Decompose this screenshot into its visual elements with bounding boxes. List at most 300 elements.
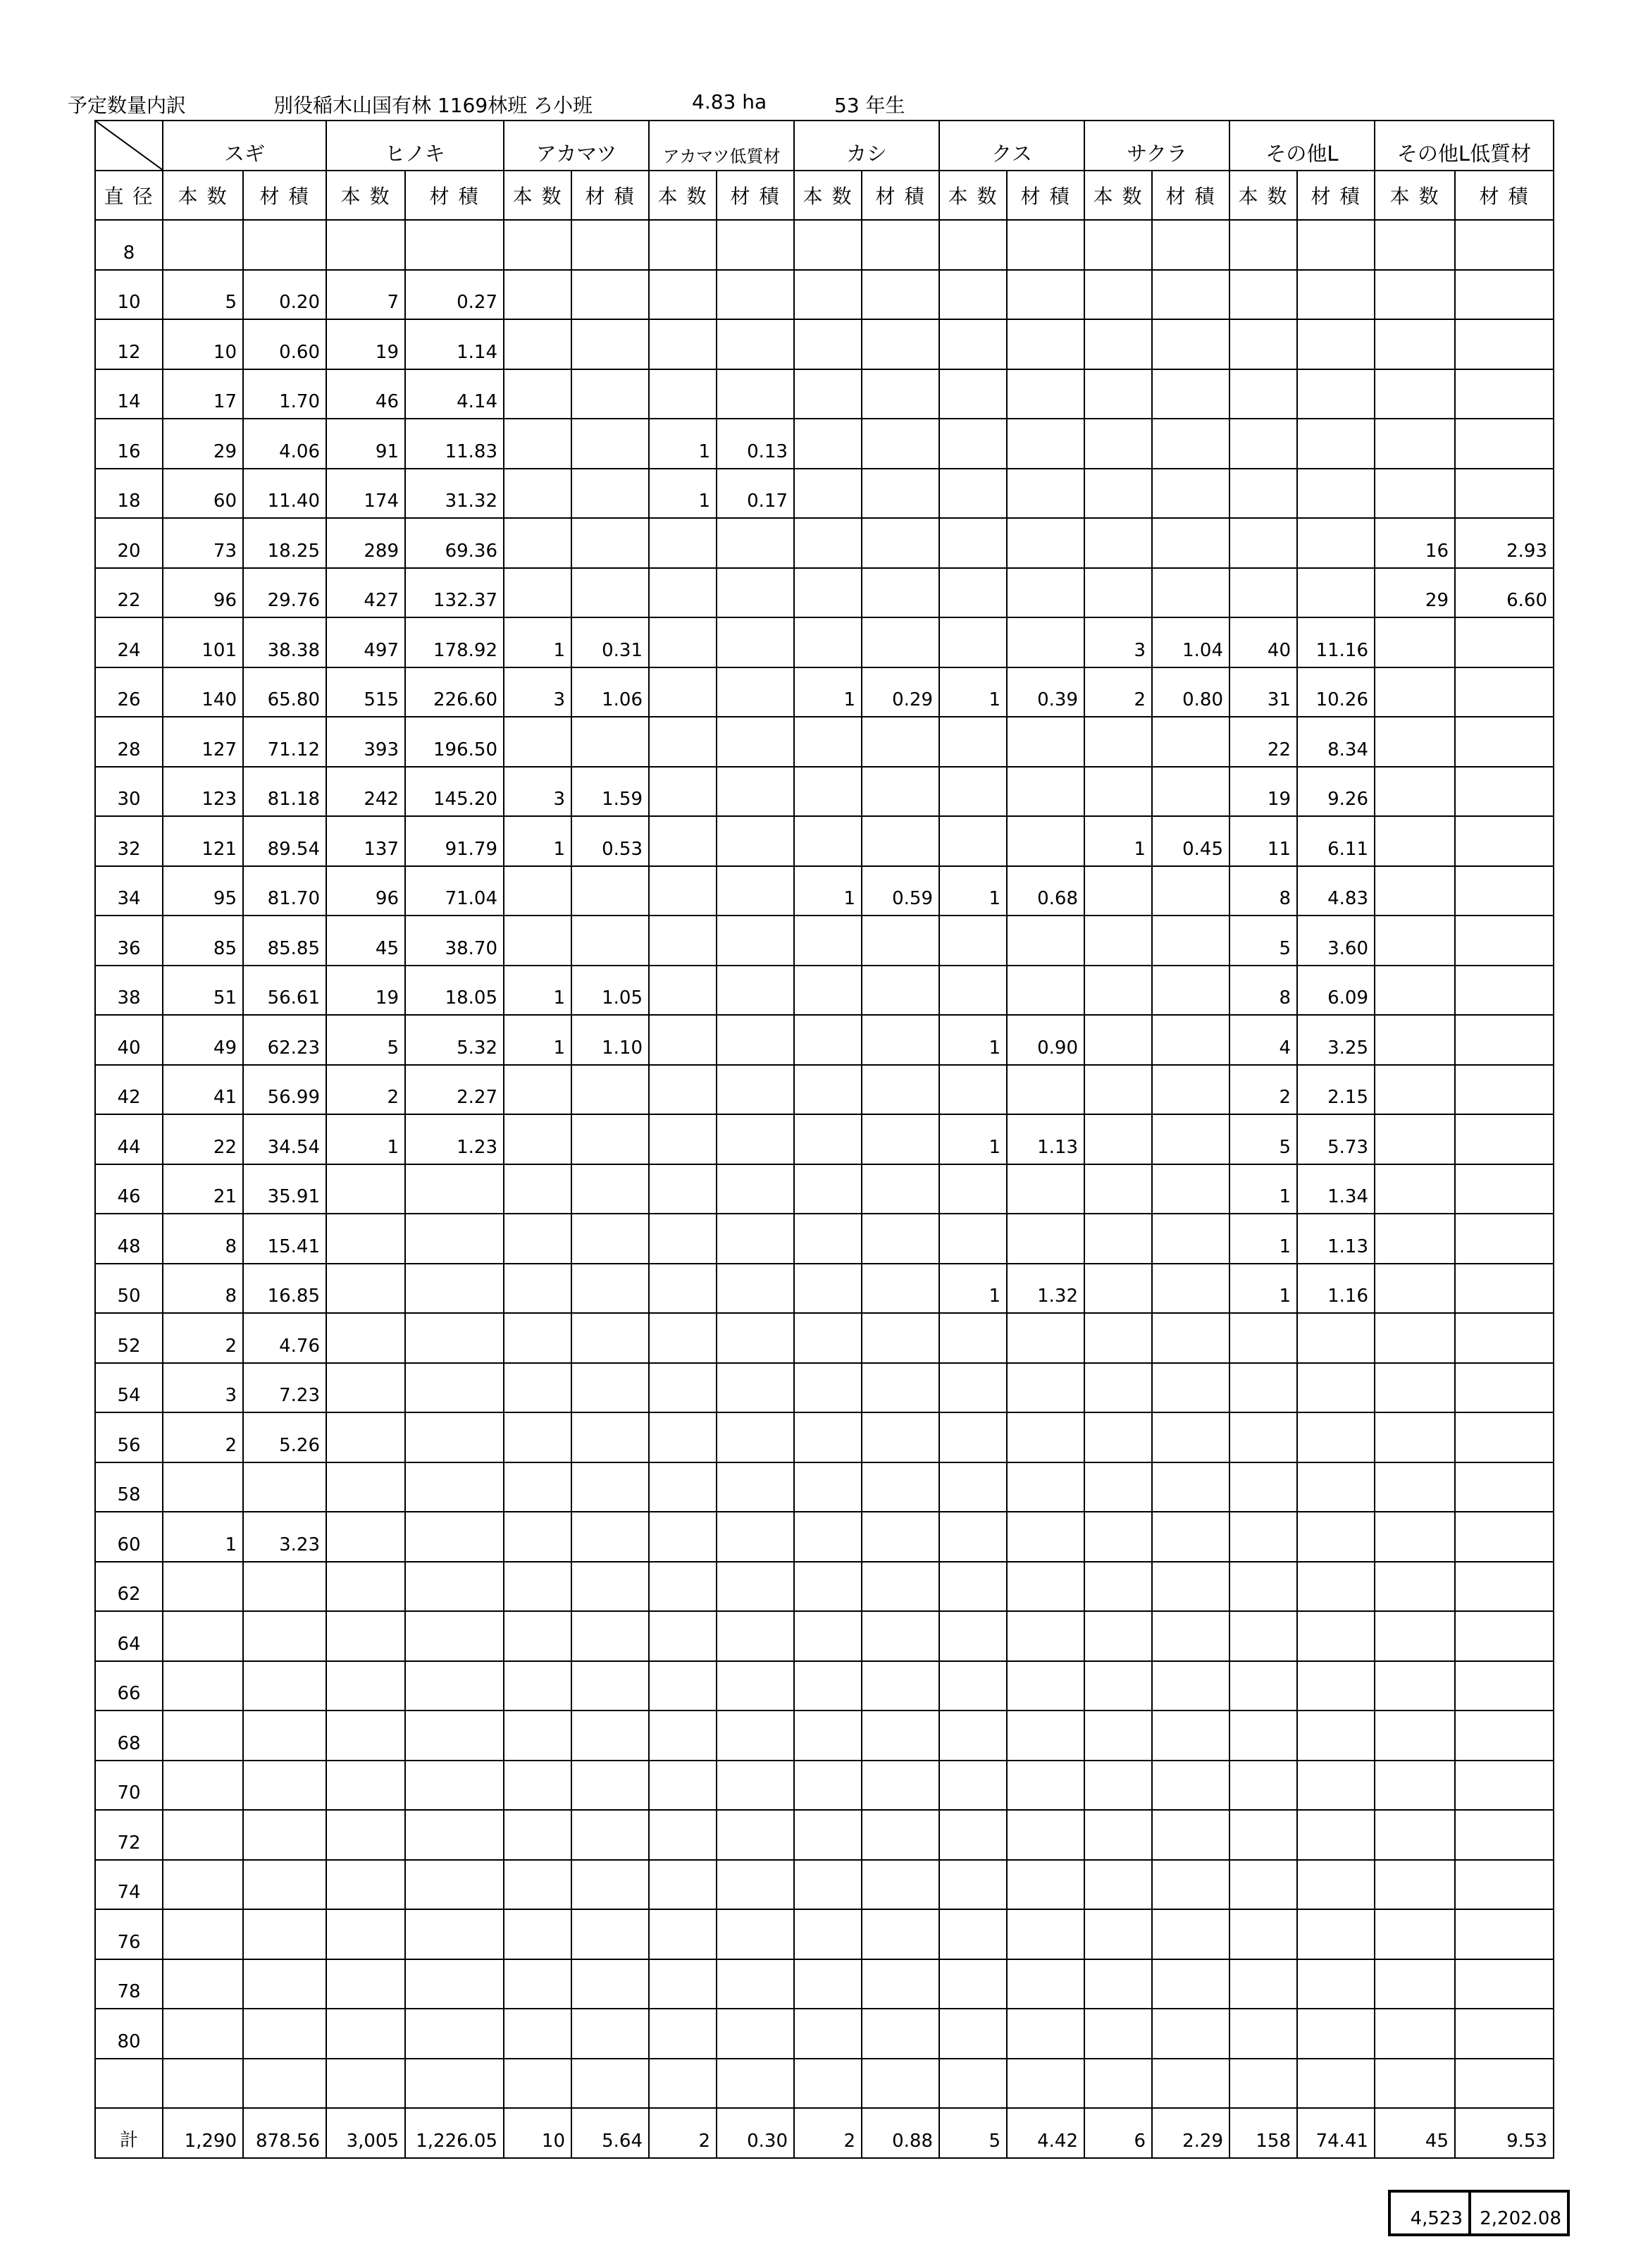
volume-cell xyxy=(1007,1363,1084,1413)
count-cell xyxy=(649,1164,717,1214)
volume-header: 材 積 xyxy=(1152,171,1229,221)
volume-cell xyxy=(1152,1761,1229,1811)
count-cell xyxy=(1084,1264,1152,1314)
count-cell: 3 xyxy=(504,667,571,717)
volume-cell: 6.09 xyxy=(1297,966,1375,1016)
volume-cell xyxy=(1152,2009,1229,2059)
count-cell xyxy=(163,1909,243,1959)
count-cell: 127 xyxy=(163,717,243,767)
volume-cell xyxy=(717,1015,794,1065)
count-cell xyxy=(939,369,1007,419)
table-row xyxy=(95,1661,1554,1711)
volume-cell: 1.05 xyxy=(571,966,649,1016)
volume-cell: 16.85 xyxy=(243,1264,326,1314)
volume-cell: 0.27 xyxy=(405,270,504,320)
volume-cell xyxy=(862,1015,939,1065)
diameter-cell: 56 xyxy=(95,1412,163,1462)
volume-cell xyxy=(1455,866,1554,916)
total-count-cell: 10 xyxy=(504,2108,571,2158)
diameter-cell: 8 xyxy=(95,220,163,270)
volume-cell xyxy=(571,866,649,916)
volume-cell xyxy=(717,1065,794,1115)
count-cell xyxy=(1375,1512,1455,1562)
total-count-cell: 6 xyxy=(1084,2108,1152,2158)
count-cell xyxy=(504,1611,571,1661)
count-cell xyxy=(1084,369,1152,419)
count-cell xyxy=(1375,1661,1455,1711)
count-cell xyxy=(939,1909,1007,1959)
count-cell: 73 xyxy=(163,518,243,568)
spacer-cell xyxy=(1375,2059,1455,2109)
header-area: 4.83 ha xyxy=(692,90,767,113)
spacer-cell xyxy=(163,2059,243,2109)
count-cell: 393 xyxy=(326,717,405,767)
count-cell xyxy=(649,1661,717,1711)
count-cell xyxy=(1229,1611,1297,1661)
volume-cell xyxy=(571,1661,649,1711)
diameter-cell: 76 xyxy=(95,1909,163,1959)
count-cell xyxy=(504,419,571,469)
volume-cell: 15.41 xyxy=(243,1214,326,1264)
volume-cell xyxy=(405,1462,504,1512)
volume-cell xyxy=(405,1412,504,1462)
count-cell xyxy=(794,568,862,618)
count-cell: 29 xyxy=(1375,568,1455,618)
volume-cell xyxy=(571,1214,649,1264)
header-location: 別役稲木山国有林 1169林班 ろ小班 xyxy=(273,94,593,117)
count-cell: 5 xyxy=(1229,916,1297,966)
volume-cell xyxy=(717,767,794,817)
count-cell xyxy=(1229,2009,1297,2059)
volume-cell: 38.38 xyxy=(243,617,326,667)
table-row xyxy=(95,1860,1554,1910)
count-header: 本 数 xyxy=(939,171,1007,221)
volume-cell xyxy=(571,916,649,966)
volume-cell: 71.12 xyxy=(243,717,326,767)
volume-cell xyxy=(1152,1214,1229,1264)
count-cell xyxy=(1375,1562,1455,1612)
count-cell: 1 xyxy=(1229,1214,1297,1264)
volume-header: 材 積 xyxy=(1297,171,1375,221)
count-cell: 1 xyxy=(939,667,1007,717)
spacer-cell xyxy=(1152,2059,1229,2109)
volume-cell xyxy=(1007,1860,1084,1910)
volume-cell xyxy=(405,1512,504,1562)
diameter-cell: 38 xyxy=(95,966,163,1016)
volume-cell: 11.83 xyxy=(405,419,504,469)
grand-total-volume: 2,202.08 xyxy=(1470,2191,1568,2235)
diameter-cell: 12 xyxy=(95,319,163,369)
volume-cell xyxy=(1152,966,1229,1016)
count-cell xyxy=(1229,1412,1297,1462)
volume-cell: 9.26 xyxy=(1297,767,1375,817)
volume-cell xyxy=(717,270,794,320)
count-cell xyxy=(794,1363,862,1413)
volume-cell: 3.60 xyxy=(1297,916,1375,966)
total-volume-cell: 0.30 xyxy=(717,2108,794,2158)
count-cell xyxy=(649,1761,717,1811)
volume-cell xyxy=(571,1114,649,1164)
count-cell xyxy=(939,1412,1007,1462)
count-cell xyxy=(504,1512,571,1562)
volume-cell xyxy=(243,2009,326,2059)
count-cell: 1 xyxy=(326,1114,405,1164)
volume-cell xyxy=(862,1761,939,1811)
diameter-cell: 36 xyxy=(95,916,163,966)
volume-cell: 1.14 xyxy=(405,319,504,369)
count-cell xyxy=(1084,1810,1152,1860)
volume-cell xyxy=(862,220,939,270)
count-cell: 497 xyxy=(326,617,405,667)
count-header: 本 数 xyxy=(649,171,717,221)
count-cell xyxy=(939,717,1007,767)
grand-total-box xyxy=(1388,2190,1570,2236)
volume-cell xyxy=(1455,1065,1554,1115)
count-cell xyxy=(649,1264,717,1314)
count-cell xyxy=(649,369,717,419)
volume-cell xyxy=(1455,270,1554,320)
count-cell xyxy=(163,1462,243,1512)
volume-cell: 18.05 xyxy=(405,966,504,1016)
count-cell xyxy=(1375,1065,1455,1115)
spacer-cell xyxy=(862,2059,939,2109)
volume-cell xyxy=(1152,866,1229,916)
volume-cell xyxy=(717,369,794,419)
volume-cell xyxy=(1007,767,1084,817)
document-header xyxy=(68,90,1547,121)
count-cell xyxy=(649,518,717,568)
volume-cell xyxy=(1297,1860,1375,1910)
volume-cell: 18.25 xyxy=(243,518,326,568)
count-cell xyxy=(649,667,717,717)
volume-cell xyxy=(571,1363,649,1413)
volume-cell xyxy=(571,270,649,320)
volume-cell xyxy=(1455,1860,1554,1910)
volume-cell xyxy=(571,1909,649,1959)
count-cell xyxy=(1084,767,1152,817)
count-cell xyxy=(794,816,862,866)
volume-cell xyxy=(571,319,649,369)
count-cell xyxy=(649,270,717,320)
volume-cell xyxy=(1007,1562,1084,1612)
count-header: 本 数 xyxy=(1375,171,1455,221)
count-cell xyxy=(649,1711,717,1761)
count-cell xyxy=(1375,1264,1455,1314)
volume-cell: 0.53 xyxy=(571,816,649,866)
volume-cell xyxy=(571,419,649,469)
count-cell: 91 xyxy=(326,419,405,469)
count-cell xyxy=(1375,1462,1455,1512)
count-cell xyxy=(326,1711,405,1761)
volume-header: 材 積 xyxy=(1007,171,1084,221)
volume-cell xyxy=(717,1512,794,1562)
volume-cell xyxy=(405,1959,504,2009)
count-cell xyxy=(649,1909,717,1959)
volume-cell xyxy=(1007,1065,1084,1115)
volume-cell xyxy=(1152,1313,1229,1363)
volume-cell: 34.54 xyxy=(243,1114,326,1164)
volume-cell xyxy=(1152,1065,1229,1115)
volume-cell xyxy=(243,1959,326,2009)
count-cell xyxy=(794,1313,862,1363)
total-volume-cell: 0.88 xyxy=(862,2108,939,2158)
count-cell xyxy=(326,2009,405,2059)
volume-cell: 3.25 xyxy=(1297,1015,1375,1065)
diameter-cell: 44 xyxy=(95,1114,163,1164)
volume-cell xyxy=(1152,1611,1229,1661)
diameter-cell: 24 xyxy=(95,617,163,667)
spacer-cell xyxy=(1455,2059,1554,2109)
diagonal-line xyxy=(96,121,162,170)
volume-cell: 1.23 xyxy=(405,1114,504,1164)
diameter-cell: 68 xyxy=(95,1711,163,1761)
count-cell xyxy=(649,1065,717,1115)
count-cell xyxy=(1229,1313,1297,1363)
count-cell xyxy=(504,1412,571,1462)
volume-cell: 0.31 xyxy=(571,617,649,667)
count-cell xyxy=(326,1761,405,1811)
count-cell xyxy=(649,1959,717,2009)
count-cell xyxy=(326,1562,405,1612)
count-cell xyxy=(1375,916,1455,966)
volume-cell: 0.60 xyxy=(243,319,326,369)
count-cell: 3 xyxy=(163,1363,243,1413)
table-row xyxy=(95,1711,1554,1761)
volume-cell xyxy=(571,1313,649,1363)
count-cell xyxy=(794,617,862,667)
table-row xyxy=(95,1114,1554,1164)
volume-cell: 132.37 xyxy=(405,568,504,618)
table-row xyxy=(95,667,1554,717)
count-cell xyxy=(326,220,405,270)
count-cell xyxy=(939,1761,1007,1811)
table-row xyxy=(95,1810,1554,1860)
volume-cell: 81.18 xyxy=(243,767,326,817)
count-cell: 19 xyxy=(326,319,405,369)
count-cell xyxy=(649,1611,717,1661)
count-cell xyxy=(1375,319,1455,369)
spacer-cell xyxy=(243,2059,326,2109)
diameter-cell: 34 xyxy=(95,866,163,916)
volume-cell xyxy=(1152,369,1229,419)
volume-cell xyxy=(243,1909,326,1959)
count-cell xyxy=(939,1313,1007,1363)
volume-cell xyxy=(1297,1562,1375,1612)
volume-cell xyxy=(862,1562,939,1612)
volume-cell xyxy=(1297,1761,1375,1811)
volume-cell xyxy=(1007,518,1084,568)
diameter-cell: 32 xyxy=(95,816,163,866)
count-cell xyxy=(939,916,1007,966)
volume-header: 材 積 xyxy=(571,171,649,221)
volume-cell xyxy=(243,1860,326,1910)
volume-cell: 6.60 xyxy=(1455,568,1554,618)
diameter-cell: 14 xyxy=(95,369,163,419)
count-header: 本 数 xyxy=(794,171,862,221)
table-row xyxy=(95,469,1554,519)
count-cell xyxy=(1229,319,1297,369)
volume-cell xyxy=(862,518,939,568)
volume-cell: 29.76 xyxy=(243,568,326,618)
volume-cell xyxy=(1455,916,1554,966)
table-row xyxy=(95,1562,1554,1612)
volume-cell xyxy=(1455,369,1554,419)
volume-cell xyxy=(717,1462,794,1512)
diameter-cell: 40 xyxy=(95,1015,163,1065)
count-cell: 46 xyxy=(326,369,405,419)
volume-cell xyxy=(717,1313,794,1363)
total-volume-cell: 2.29 xyxy=(1152,2108,1229,2158)
volume-cell xyxy=(571,469,649,519)
count-cell xyxy=(1229,369,1297,419)
count-cell xyxy=(1084,1462,1152,1512)
volume-cell xyxy=(1455,1661,1554,1711)
volume-cell xyxy=(405,1264,504,1314)
count-cell xyxy=(504,717,571,767)
count-cell xyxy=(1375,1810,1455,1860)
count-cell: 51 xyxy=(163,966,243,1016)
count-cell xyxy=(504,1313,571,1363)
count-cell xyxy=(1229,419,1297,469)
volume-cell xyxy=(1455,717,1554,767)
volume-cell: 0.68 xyxy=(1007,866,1084,916)
volume-cell xyxy=(862,319,939,369)
count-cell: 96 xyxy=(163,568,243,618)
count-cell xyxy=(1084,1164,1152,1214)
count-cell: 41 xyxy=(163,1065,243,1115)
count-cell: 1 xyxy=(794,866,862,916)
count-cell: 1 xyxy=(794,667,862,717)
count-cell xyxy=(794,1810,862,1860)
count-cell xyxy=(939,419,1007,469)
count-cell xyxy=(1084,1562,1152,1612)
count-cell xyxy=(504,2009,571,2059)
count-cell xyxy=(504,1761,571,1811)
count-cell xyxy=(794,1164,862,1214)
volume-cell xyxy=(717,319,794,369)
volume-cell xyxy=(1152,1959,1229,2009)
volume-cell: 81.70 xyxy=(243,866,326,916)
count-cell xyxy=(1375,369,1455,419)
count-cell: 2 xyxy=(326,1065,405,1115)
volume-cell: 11.40 xyxy=(243,469,326,519)
species-header-6: サクラ xyxy=(1084,121,1229,171)
count-cell xyxy=(1375,1761,1455,1811)
volume-cell xyxy=(862,966,939,1016)
count-cell xyxy=(163,1860,243,1910)
count-cell xyxy=(1084,319,1152,369)
count-cell xyxy=(326,1214,405,1264)
count-cell xyxy=(163,1959,243,2009)
volume-cell xyxy=(862,916,939,966)
total-count-cell: 158 xyxy=(1229,2108,1297,2158)
count-cell xyxy=(649,1313,717,1363)
volume-cell: 71.04 xyxy=(405,866,504,916)
volume-cell xyxy=(1007,2009,1084,2059)
count-cell xyxy=(326,1611,405,1661)
volume-cell xyxy=(405,1363,504,1413)
table-row xyxy=(95,319,1554,369)
volume-cell xyxy=(1152,1363,1229,1413)
count-cell xyxy=(504,1810,571,1860)
volume-cell xyxy=(405,1711,504,1761)
volume-cell: 5.73 xyxy=(1297,1114,1375,1164)
count-cell: 1 xyxy=(649,469,717,519)
count-cell: 8 xyxy=(1229,866,1297,916)
count-cell: 7 xyxy=(326,270,405,320)
count-cell: 2 xyxy=(163,1412,243,1462)
volume-cell xyxy=(862,617,939,667)
volume-cell xyxy=(1007,1761,1084,1811)
volume-cell xyxy=(405,1313,504,1363)
diameter-cell: 62 xyxy=(95,1562,163,1612)
count-cell xyxy=(1375,1313,1455,1363)
volume-cell xyxy=(862,1164,939,1214)
count-cell xyxy=(794,1611,862,1661)
volume-cell xyxy=(862,2009,939,2059)
count-cell: 40 xyxy=(1229,617,1297,667)
count-cell xyxy=(1375,2009,1455,2059)
volume-cell xyxy=(1297,1661,1375,1711)
volume-cell xyxy=(1152,220,1229,270)
volume-cell xyxy=(862,469,939,519)
volume-cell xyxy=(1152,1164,1229,1214)
volume-cell xyxy=(717,2009,794,2059)
count-cell xyxy=(649,617,717,667)
count-cell xyxy=(1084,2009,1152,2059)
table-row xyxy=(95,220,1554,270)
volume-cell xyxy=(717,1909,794,1959)
count-cell xyxy=(1375,767,1455,817)
volume-cell xyxy=(1297,1959,1375,2009)
volume-cell xyxy=(1455,1363,1554,1413)
count-cell xyxy=(326,1164,405,1214)
volume-cell xyxy=(862,1959,939,2009)
table-row xyxy=(95,1264,1554,1314)
count-cell xyxy=(326,1512,405,1562)
volume-cell xyxy=(862,568,939,618)
count-cell xyxy=(163,1562,243,1612)
count-cell xyxy=(649,1562,717,1612)
count-cell xyxy=(1375,1412,1455,1462)
volume-cell xyxy=(1455,1761,1554,1811)
volume-cell xyxy=(862,816,939,866)
table-row xyxy=(95,1214,1554,1264)
count-cell: 1 xyxy=(163,1512,243,1562)
volume-cell xyxy=(571,1065,649,1115)
volume-cell xyxy=(243,1611,326,1661)
volume-cell: 2.27 xyxy=(405,1065,504,1115)
diameter-cell: 66 xyxy=(95,1661,163,1711)
count-cell xyxy=(649,866,717,916)
volume-cell: 6.11 xyxy=(1297,816,1375,866)
count-cell xyxy=(649,1810,717,1860)
spacer-cell xyxy=(939,2059,1007,2109)
table-row xyxy=(95,916,1554,966)
total-count-cell: 2 xyxy=(794,2108,862,2158)
volume-cell xyxy=(1152,1264,1229,1314)
volume-cell xyxy=(405,1661,504,1711)
spacer-cell xyxy=(717,2059,794,2109)
count-cell: 2 xyxy=(1084,667,1152,717)
volume-cell: 178.92 xyxy=(405,617,504,667)
count-cell xyxy=(1084,220,1152,270)
volume-cell: 226.60 xyxy=(405,667,504,717)
count-cell xyxy=(1229,1860,1297,1910)
count-cell xyxy=(1229,1711,1297,1761)
volume-cell xyxy=(405,2009,504,2059)
count-header: 本 数 xyxy=(504,171,571,221)
